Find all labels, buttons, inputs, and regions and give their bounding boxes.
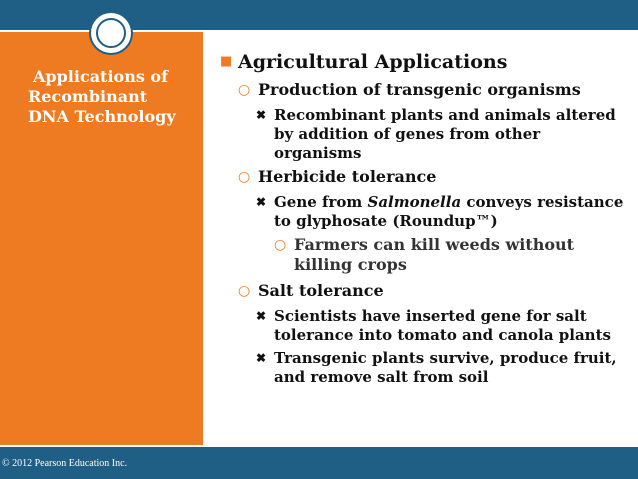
bullet-level2 [238,167,630,187]
slide-content [220,50,630,391]
circle-bullet-icon: ○ [238,283,251,299]
circle-ornament-icon [89,11,133,55]
bullet-text: Recombinant plants and animals altered by addition of genes from other organisms [274,106,616,162]
bullet-text: Farmers can kill weeds without killing crops [294,235,575,274]
bullet-level3 [256,307,630,345]
bullet-level2 [238,281,630,301]
bullet-text: Production of transgenic organisms [258,80,581,99]
bullet-text: Agricultural Applications [238,51,508,73]
cross-bullet-icon: ✖ [256,351,267,365]
circle-bullet-icon: ○ [238,82,251,98]
circle-bullet-icon: ○ [274,237,287,253]
bullet-level3 [256,106,630,163]
bullet-text: Salt tolerance [258,281,384,300]
bullet-level3 [256,349,630,387]
bullet-level4 [274,235,630,275]
slide-title-line: Recombinant [28,87,148,106]
slide-title-line: Applications of [33,67,168,86]
bullet-text: Herbicide tolerance [258,167,437,186]
slide-title [28,67,198,127]
cross-bullet-icon: ✖ [256,108,267,122]
cross-bullet-icon: ✖ [256,309,267,323]
bullet-text: Transgenic plants survive, produce fruit, and remove salt from soil [274,349,617,386]
slide-title-line: DNA Technology [28,107,176,126]
bullet-level3 [256,193,630,231]
panel-divider [203,32,205,447]
cross-bullet-icon: ✖ [256,195,267,209]
text-part: conveys resistance to glyphosate (Roundup™) [274,193,624,230]
italic-organism-name: Salmonella [367,193,462,211]
square-bullet-icon: ■ [220,54,233,69]
circle-bullet-icon: ○ [238,169,251,185]
bullet-level2 [238,80,630,100]
bullet-text: Scientists have inserted gene for salt tolerance into tomato and canola plants [274,307,611,344]
text-part: Gene from [274,193,368,211]
copyright-footer: © 2012 Pearson Education Inc. [2,458,128,469]
bullet-level1 [220,50,630,74]
bullet-text [274,193,630,231]
